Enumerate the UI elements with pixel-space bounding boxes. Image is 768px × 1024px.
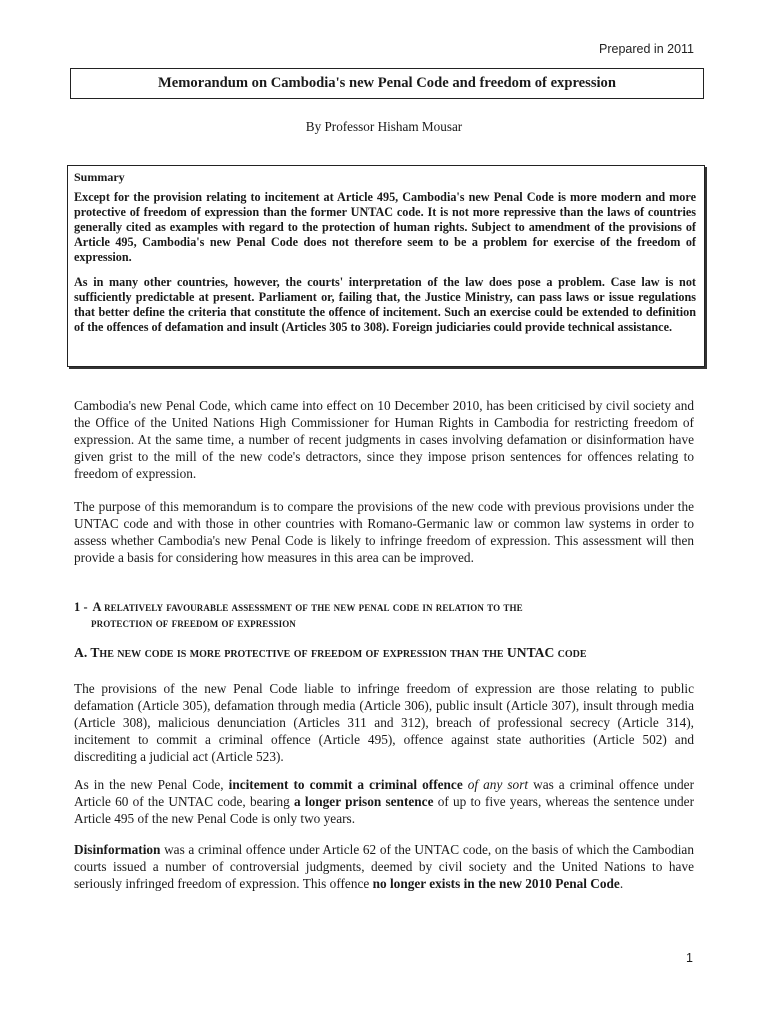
body-paragraph-4 [74, 777, 694, 828]
prepared-date: Prepared in 2011 [599, 42, 694, 56]
document-title: Memorandum on Cambodia's new Penal Code and freedom of expression [70, 68, 704, 99]
body-paragraph-2 [74, 499, 694, 567]
p4-bold-incitement: incitement to commit a criminal offence [228, 777, 463, 792]
body-paragraph-4-text [74, 777, 694, 828]
section-heading-line-2: protection of freedom of expression [91, 616, 296, 630]
body-paragraph-1 [74, 398, 694, 483]
p5-bold-disinformation: Disinformation [74, 842, 161, 857]
body-paragraph-2-text: The purpose of this memorandum is to compare the provisions of the new code with previous provisions under the UNTAC code and with those in other countries with Romano-Germanic law or common law systems in order to assess whether Cambodia's new Penal Code is likely to infringe freedom of expression. This assessment will then provide a basis for considering how measures in this area can be improved. [74, 499, 694, 565]
summary-box [67, 165, 705, 367]
summary-heading: Summary [74, 170, 125, 184]
summary-paragraph-1: Except for the provision relating to incitement at Article 495, Cambodia's new Penal Code is more modern and more protective of freedom of expression than the former UNTAC code. It is not more repressive than the laws of countries generally cited as examples with regard to the protection of human rights. Subject to amendment of the provisions of Article 495, Cambodia's new Penal Code does not therefore seem to be a problem for exercise of the freedom of expression. [74, 190, 696, 265]
author-byline: By Professor Hisham Mousar [305, 119, 463, 134]
p4-text-4: of up to five years, whereas the sentence under Article 495 of the new Penal Code is only two years. [74, 793, 694, 826]
p5-bold-no-longer-exists: no longer exists in the new 2010 Penal Code [372, 875, 620, 891]
section-heading-line-1: A relatively favourable assessment of the new penal code in relation to the [92, 600, 523, 614]
summary-paragraph-2: As in many other countries, however, the courts' interpretation of the law does pose a problem. Case law is not sufficiently predictable at present. Parliament or, failing that, the Justice Ministry, can pass laws or issue regulations that better define the criteria that constitute the offence of incitement. Such an exercise could be extended to definition of the offences of defamation and insult (Articles 305 to 308). Foreign judiciaries could provide technical assistance. [74, 274, 696, 334]
subsection-heading-a: A. The new code is more protective of freedom of expression than the UNTAC code [74, 645, 587, 660]
p4-bold-longer-sentence: a longer prison sentence [294, 793, 434, 809]
page-number: 1 [686, 951, 693, 965]
body-paragraph-1-text: Cambodia's new Penal Code, which came into effect on 10 December 2010, has been criticised by civil society and the Office of the United Nations High Commissioner for Human Rights in Cambodia for restricting freedom of expression. At the same time, a number of recent judgments in cases involving defamation or disinformation have given grist to the mill of the new code's detractors, since they impose prison sentences for offences relating to freedom of expression. [74, 398, 694, 481]
p4-italic-any-sort: of any sort [467, 777, 529, 792]
body-paragraph-3-text: The provisions of the new Penal Code liable to infringe freedom of expression are those relating to public defamation (Article 305), defamation through media (Article 306), public insult (Article 307), insult through media (Article 308), malicious denunciation (Articles 311 and 312), breach of professional secrecy (Article 314), incitement to commit a criminal offence (Article 495), offence against state authorities (Article 502) and discrediting a judicial act (Article 523). [74, 681, 694, 764]
section-number: 1 - [74, 600, 88, 614]
body-paragraph-3 [74, 681, 694, 766]
body-paragraph-5 [74, 842, 694, 893]
section-heading-1 [74, 599, 714, 631]
body-paragraph-5-text [74, 842, 694, 893]
p5-text-2: . [619, 875, 624, 891]
p4-text-1: As in the new Penal Code, [74, 777, 229, 792]
p5-text-1: was a criminal offence under Article 62 of the UNTAC code, on the basis of which the Cambodian courts issued a number of controversial judgments, deemed by civil society and the United Nations to have seriously infringed freedom of expression. This offence [74, 842, 694, 891]
p4-text-3: was a criminal offence under Article 60 of the UNTAC code, bearing [74, 777, 694, 809]
